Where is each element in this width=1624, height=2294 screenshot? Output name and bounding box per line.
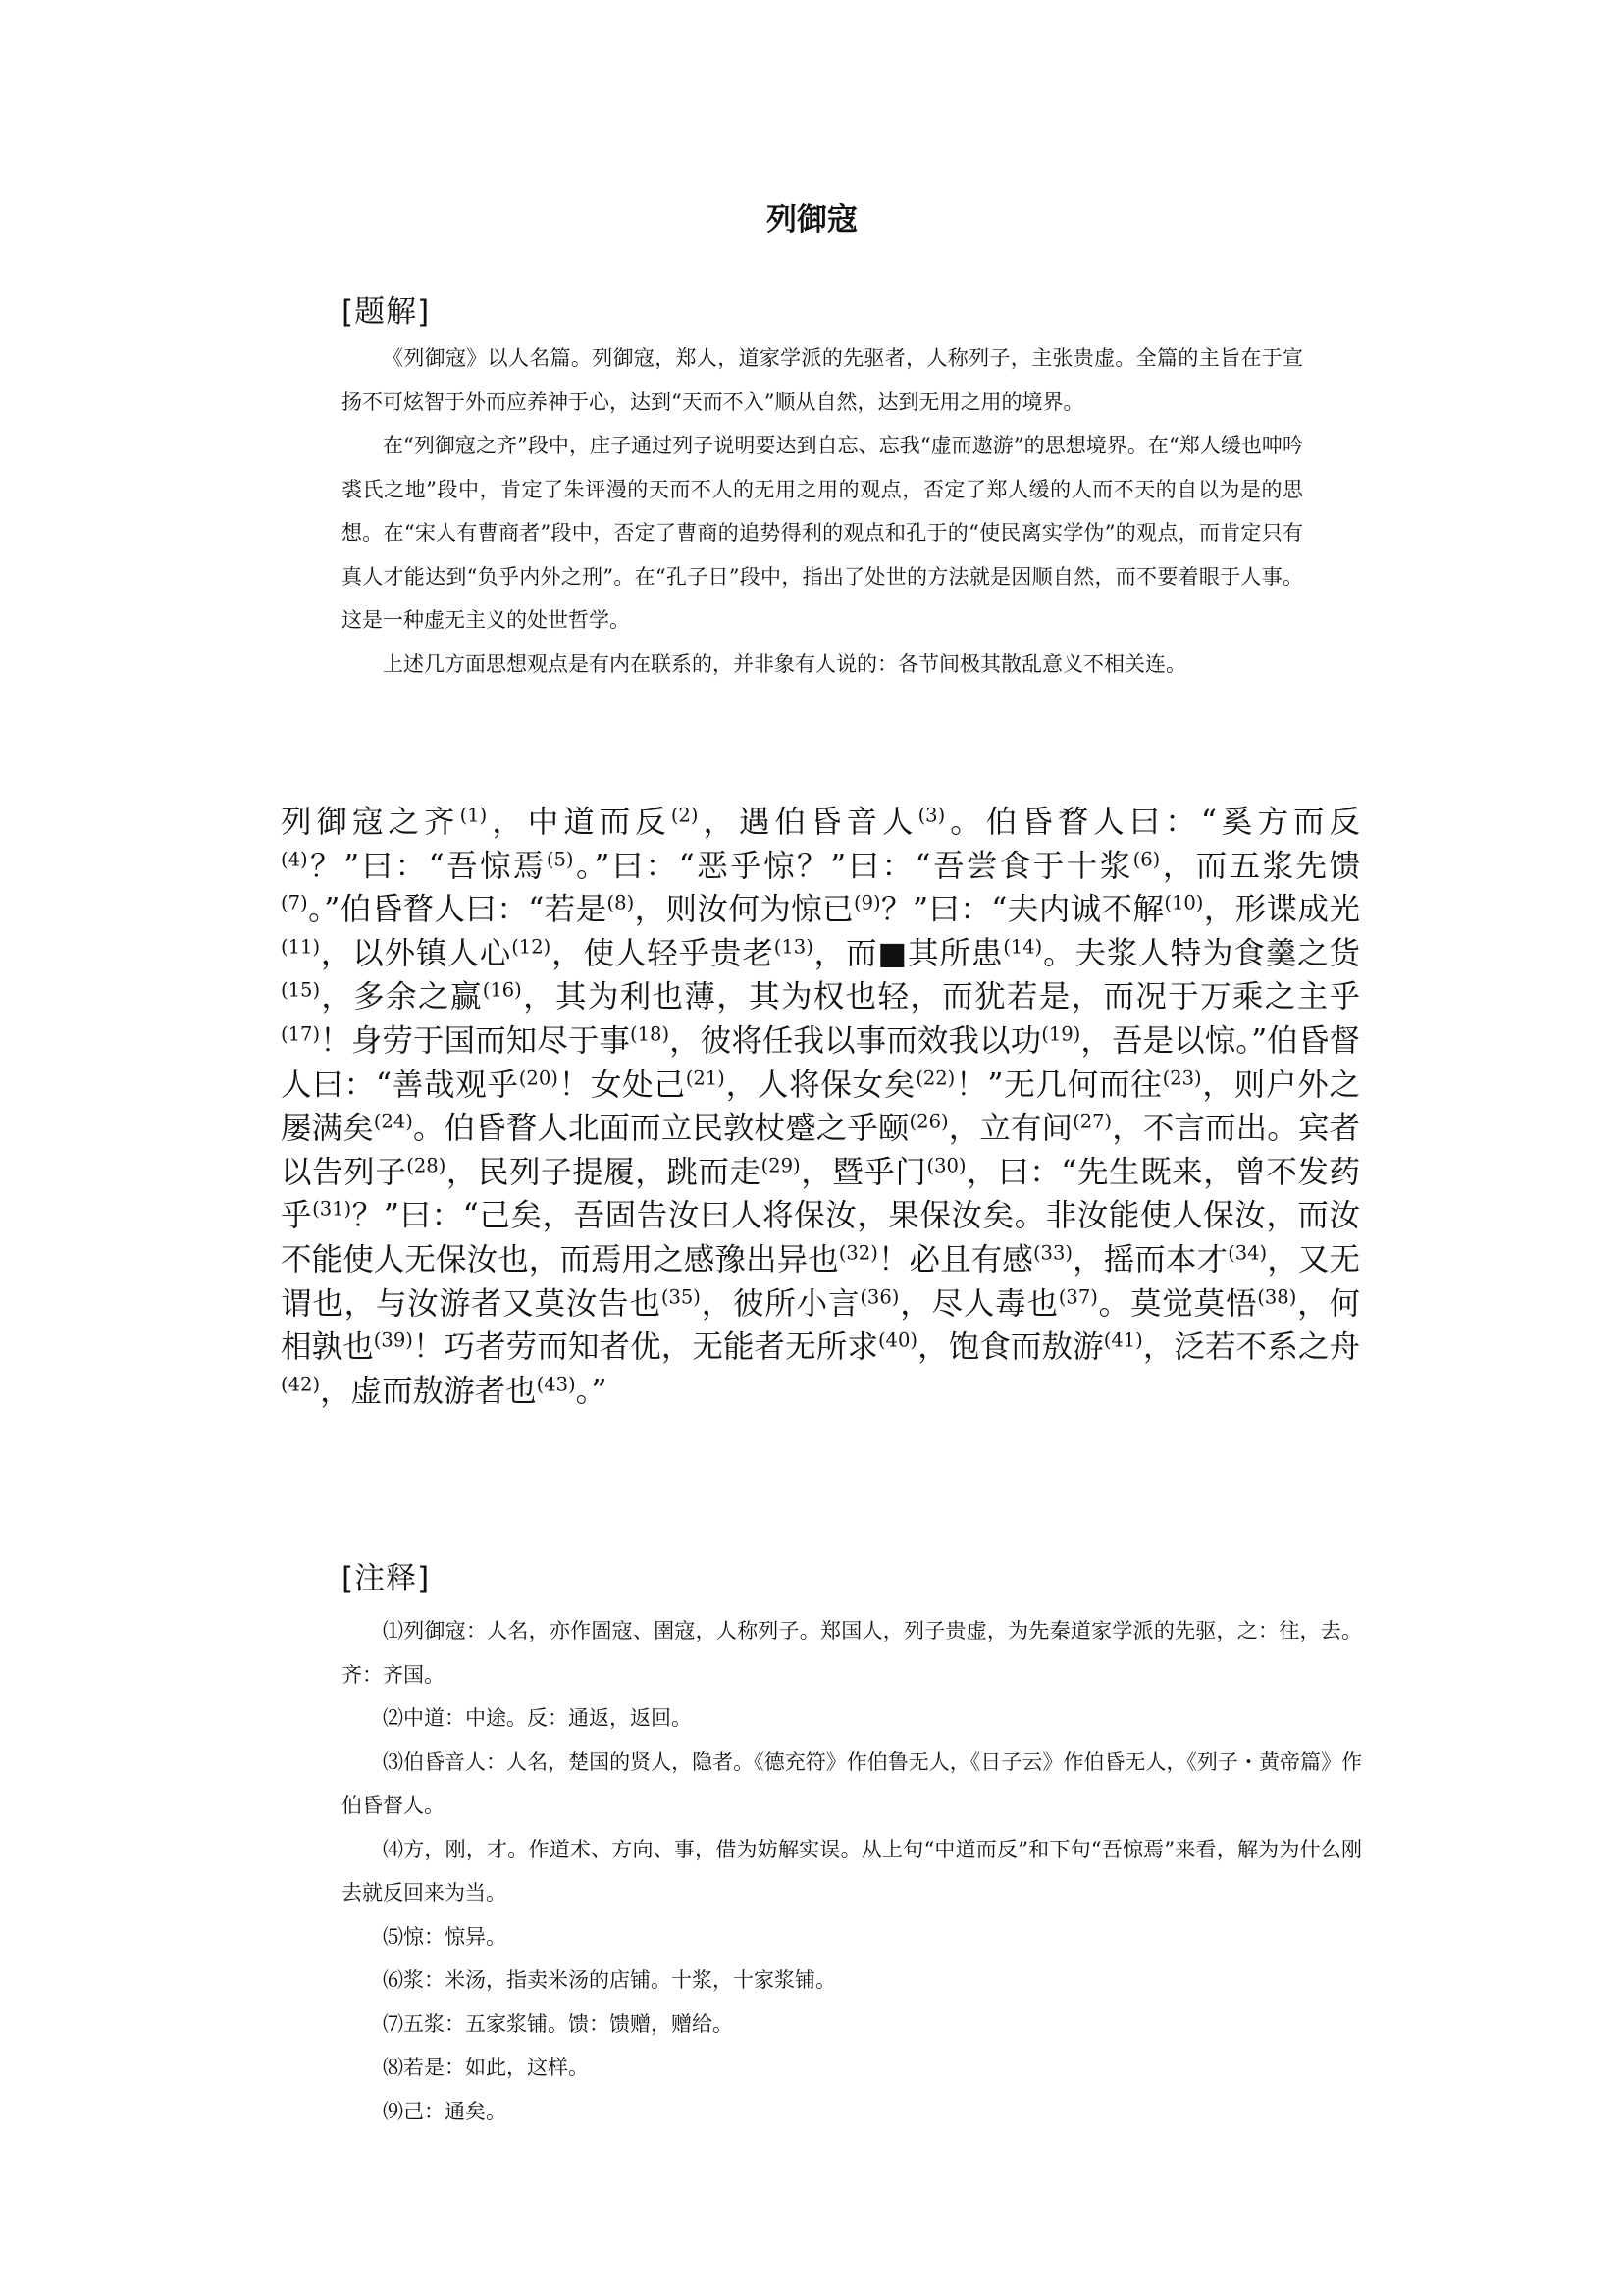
main-text-segment: ，其为利也薄，其为权也轻，而犹若是，而况于万乘之主乎: [521, 979, 1360, 1016]
footnote-marker: (18): [630, 1022, 670, 1046]
footnote-marker: (22): [916, 1066, 956, 1089]
footnote-marker: (1): [459, 804, 488, 827]
main-text-segment: ！身劳于国而知尽于事: [320, 1022, 631, 1059]
footnote-marker: (37): [1058, 1284, 1098, 1308]
footnote-marker: (24): [373, 1110, 413, 1133]
footnote-marker: (17): [281, 1022, 321, 1046]
intro-paragraph: 在“列御寇之齐”段中，庄子通过列子说明要达到自忘、忘我“虚而遨游”的思想境界。在“郑人缓也呻吟裘氏之地”段中，肯定了朱评漫的天而不人的无用之用的观点，否定了郑人缓的人而不天的自以为是的思想。在“宋人有曹商者”段中，否定了曹商的追势得利的观点和孔于的“使民离实学伪”的观点，而肯定只有真人才能达到“负乎内外之刑”。在“孔子日”段中，指出了处世的方法就是因顺自然，而不要着眼于人事。这是一种虚无主义的处世哲学。: [341, 434, 1303, 632]
main-text-segment: ，而五浆先馈: [1160, 848, 1360, 884]
main-text-segment: ，暨乎门: [800, 1154, 927, 1190]
main-text-segment: ！”无几何而往: [955, 1067, 1163, 1103]
footnote-marker: (12): [511, 935, 551, 959]
note-item: ⑵中道：中途。反：通返，返回。: [383, 1706, 692, 1730]
main-text-segment: 。”曰：“恶乎惊？”曰：“吾尝食于十浆: [573, 848, 1133, 884]
note-item: ⑴列御寇：人名，亦作圄寇、圉寇，人称列子。郑国人，列子贵虚，为先秦道家学派的先驱，之：往，去。齐：齐国。: [341, 1619, 1362, 1687]
main-text-segment: ，则户外之屡满矣: [281, 1067, 1361, 1147]
main-text-segment: ，曰：“先生既来，曾不发药乎: [281, 1154, 1360, 1234]
main-text-segment: ，以外镇人心: [320, 935, 512, 971]
footnote-marker: (27): [1073, 1110, 1113, 1133]
footnote-marker: (30): [926, 1154, 967, 1177]
intro-section: [341, 337, 1303, 686]
note-item: ⑺五浆：五家浆铺。馈：馈赠，赠给。: [383, 2011, 733, 2036]
footnote-marker: (33): [1032, 1241, 1073, 1265]
main-text-segment: ，民列子提履，跳而走: [445, 1154, 761, 1190]
footnote-marker: (38): [1257, 1284, 1297, 1308]
main-text-segment: ，泛若不系之舟: [1142, 1329, 1360, 1366]
main-text-segment: 。”伯昏瞀人曰：“若是: [307, 892, 607, 928]
main-text-segment: ，形谍成光: [1203, 892, 1360, 928]
footnote-marker: (43): [536, 1372, 576, 1395]
main-text-segment: ，饱食而敖游: [917, 1329, 1104, 1366]
main-text-segment: ！女处己: [557, 1067, 686, 1103]
main-text-segment: 。夫浆人特为食羹之货: [1042, 935, 1360, 971]
main-text-segment: ，尽人毒也: [899, 1285, 1059, 1322]
main-text-segment: ，不言而出。宾者以告列子: [281, 1111, 1360, 1190]
main-text-segment: ，则汝何为惊已: [634, 892, 854, 928]
main-text-segment: ，中道而反: [487, 805, 671, 840]
footnote-marker: (3): [917, 804, 946, 827]
main-text-segment: ，虚而敖游者也: [320, 1373, 537, 1409]
footnote-marker: (11): [281, 935, 321, 959]
main-text: [281, 801, 1360, 1413]
main-text-segment: ，彼所小言: [700, 1285, 861, 1322]
main-text-segment: ？”曰：“己矣，吾固告汝曰人将保汝，果保汝矣。非汝能使人保汝，而汝不能使人无保汝也，而焉用之感豫出异也: [281, 1198, 1360, 1277]
intro-paragraph: 《列御寇》以人名篇。列御寇，郑人，道家学派的先驱者，人称列子，主张贵虚。全篇的主旨在于宣扬不可炫智于外而应养神于心，达到“天而不入”顺从自然，达到无用之用的境界。: [341, 346, 1303, 414]
note-item: ⑶伯昏音人：人名，楚国的贤人，隐者。《德充符》作伯鲁无人，《日子云》作伯昏无人，《列子・黄帝篇》作伯昏督人。: [341, 1749, 1362, 1817]
main-text-segment: ，又无谓也，与汝游者又莫汝告也: [281, 1241, 1360, 1322]
main-text-segment: ，摇而本才: [1073, 1241, 1229, 1277]
note-item: ⑸惊：惊异。: [383, 1924, 506, 1949]
footnote-marker: (32): [838, 1241, 878, 1265]
note-item: ⑼己：通矣。: [383, 2099, 506, 2123]
intro-heading: [题解]: [341, 294, 431, 330]
footnote-marker: (15): [281, 978, 321, 1002]
footnote-marker: (41): [1103, 1329, 1143, 1352]
note-item: ⑷方，刚，才。作道术、方向、事，借为妨解实误。从上句“中道而反”和下句“吾惊焉”来看，解为为什么刚去就反回来为当。: [341, 1837, 1362, 1904]
main-text-segment: ！必且有感: [877, 1241, 1033, 1277]
footnote-marker: (14): [1003, 935, 1043, 959]
notes-section: [341, 1609, 1362, 2133]
page-title: 列御寇: [766, 202, 858, 237]
footnote-marker: (28): [406, 1154, 446, 1177]
footnote-marker: (23): [1162, 1066, 1202, 1089]
main-text-segment: ，使人轻乎贵老: [550, 935, 774, 971]
footnote-marker: (34): [1228, 1241, 1268, 1265]
footnote-marker: (40): [877, 1329, 917, 1352]
footnote-marker: (10): [1164, 891, 1204, 914]
main-text-segment: 。莫觉莫悟: [1097, 1285, 1258, 1322]
footnote-marker: (39): [373, 1329, 413, 1352]
main-text-segment: ，何相孰也: [281, 1285, 1360, 1366]
footnote-marker: (2): [670, 804, 699, 827]
main-text-segment: ，彼将任我以事而效我以功: [669, 1022, 1042, 1059]
footnote-marker: (35): [660, 1284, 701, 1308]
intro-paragraph: 上述几方面思想观点是有内在联系的，并非象有人说的：各节间极其散乱意义不相关连。: [383, 652, 1186, 676]
main-text-segment: 。伯昏瞀人北面而立民敦杖蹙之乎颐: [412, 1111, 910, 1147]
footnote-marker: (26): [909, 1110, 949, 1133]
main-text-segment: ，多余之赢: [320, 979, 483, 1016]
footnote-marker: (4): [281, 847, 308, 870]
footnote-marker: (7): [281, 891, 308, 914]
main-text-segment: ，吾是以惊。”伯昏督人曰：“善哉观乎: [281, 1022, 1360, 1103]
footnote-marker: (29): [760, 1154, 801, 1177]
main-text-segment: ，而■其所患: [812, 935, 1004, 971]
main-text-segment: 列御寇之齐: [281, 805, 460, 840]
main-text-segment: ？”曰：“吾惊焉: [307, 848, 547, 884]
main-text-segment: 。”: [575, 1373, 607, 1409]
footnote-marker: (13): [773, 935, 813, 959]
footnote-marker: (42): [281, 1372, 321, 1395]
footnote-marker: (20): [518, 1066, 558, 1089]
main-text-segment: ，立有间: [948, 1111, 1074, 1147]
footnote-marker: (6): [1132, 847, 1161, 870]
footnote-marker: (16): [482, 978, 522, 1002]
main-text-segment: ！巧者劳而知者优，无能者无所求: [412, 1329, 878, 1366]
main-text-segment: ，人将保女矣: [724, 1067, 917, 1103]
footnote-marker: (8): [606, 891, 635, 914]
footnote-marker: (31): [312, 1197, 352, 1221]
footnote-marker: (21): [685, 1066, 725, 1089]
footnote-marker: (5): [546, 847, 574, 870]
main-text-segment: ，遇伯昏音人: [698, 805, 918, 840]
footnote-marker: (19): [1041, 1022, 1081, 1046]
main-text-segment: ？”曰：“夫内诚不解: [880, 892, 1165, 928]
notes-heading: [注释]: [341, 1561, 431, 1596]
footnote-marker: (36): [860, 1284, 900, 1308]
main-text-segment: 。伯昏瞀人曰：“奚方而反: [945, 805, 1360, 840]
note-item: ⑻若是：如此，这样。: [383, 2056, 589, 2079]
note-item: ⑹浆：米汤，指卖米汤的店铺。十浆，十家浆铺。: [383, 1968, 836, 1992]
footnote-marker: (9): [853, 891, 881, 914]
